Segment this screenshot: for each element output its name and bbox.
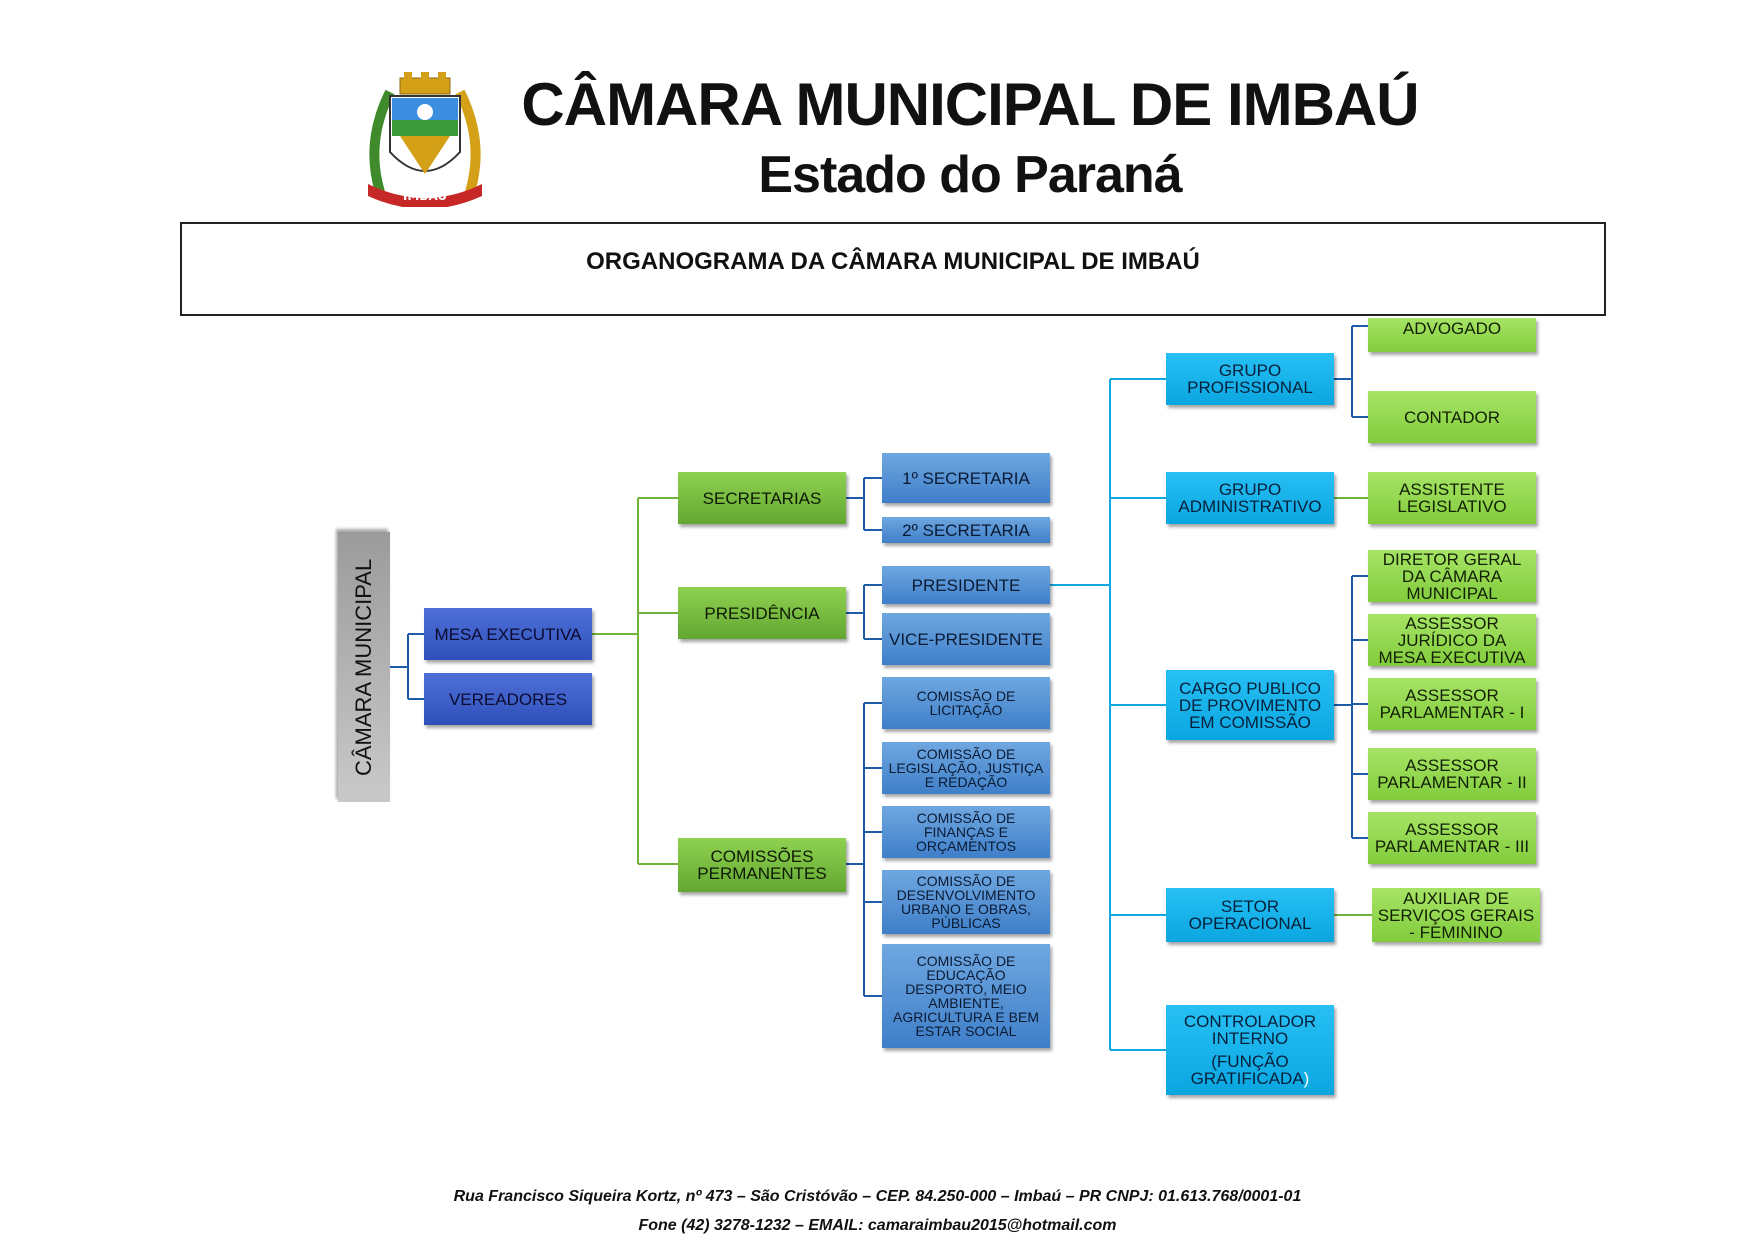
node-assessor-juridico: ASSESSOR JURÍDICO DA MESA EXECUTIVA (1368, 614, 1536, 666)
page-subtitle: Estado do Paraná (758, 146, 1182, 204)
node-comissao-licitacao: COMISSÃO DE LICITAÇÃO (882, 677, 1050, 729)
node-vice-presidente: VICE-PRESIDENTE (882, 613, 1050, 665)
node-assessor-parlamentar-2: ASSESSOR PARLAMENTAR - II (1368, 748, 1536, 800)
node-contador: CONTADOR (1368, 391, 1536, 443)
controlador-paren: ) (1303, 1069, 1310, 1088)
node-2-secretaria: 2º SECRETARIA (882, 517, 1050, 543)
node-setor-operacional: SETOR OPERACIONAL (1166, 888, 1334, 942)
node-grupo-profissional: GRUPO PROFISSIONAL (1166, 353, 1334, 405)
node-grupo-administrativo: GRUPO ADMINISTRATIVO (1166, 472, 1334, 524)
node-mesa-executiva: MESA EXECUTIVA (424, 608, 592, 660)
node-assistente-legislativo: ASSISTENTE LEGISLATIVO (1368, 472, 1536, 524)
node-comissao-legislacao: COMISSÃO DE LEGISLAÇÃO, JUSTIÇA E REDAÇÃO (882, 742, 1050, 794)
connector-comissoes (846, 703, 882, 996)
node-camara-municipal: CÂMARA MUNICIPAL (338, 532, 390, 802)
node-presidencia: PRESIDÊNCIA (678, 587, 846, 639)
node-assessor-parlamentar-1: ASSESSOR PARLAMENTAR - I (1368, 678, 1536, 730)
page-title: CÂMARA MUNICIPAL DE IMBAÚ (521, 71, 1419, 138)
connector-secretarias (846, 478, 882, 530)
connector-mesa (592, 498, 678, 864)
connector-camara (390, 634, 424, 699)
footer-address: Rua Francisco Siqueira Kortz, nº 473 – São Cristóvão – CEP. 84.250-000 – Imbaú – PR CNPJ: 01.613.768/0001-01 (453, 1188, 1302, 1205)
connector-grupo-profissional (1334, 326, 1368, 417)
controlador-funcao-text: (FUNÇÃO GRATIFICADA (1190, 1052, 1304, 1088)
node-diretor-geral: DIRETOR GERAL DA CÂMARA MUNICIPAL (1368, 550, 1536, 602)
chart-title: ORGANOGRAMA DA CÂMARA MUNICIPAL DE IMBAÚ (586, 248, 1200, 275)
connector-cargo (1334, 576, 1368, 838)
footer-contact: Fone (42) 3278-1232 – EMAIL: camaraimbau2015@hotmail.com (638, 1217, 1117, 1234)
node-secretarias: SECRETARIAS (678, 472, 846, 524)
node-comissao-educacao: COMISSÃO DE EDUCAÇÃO DESPORTO, MEIO AMBIENTE, AGRICULTURA E BEM ESTAR SOCIAL (882, 944, 1050, 1048)
node-controlador-interno (1166, 1005, 1334, 1095)
node-auxiliar-servicos: AUXILIAR DE SERVIÇOS GERAIS - FEMININO (1372, 888, 1540, 942)
node-comissao-desenvolvimento: COMISSÃO DE DESENVOLVIMENTO URBANO E OBRAS, PÚBLICAS (882, 870, 1050, 934)
connector-presidencia (846, 585, 882, 639)
node-advogado: ADVOGADO (1368, 318, 1536, 352)
node-cargo-publico: CARGO PUBLICO DE PROVIMENTO EM COMISSÃO (1166, 670, 1334, 740)
node-presidente: PRESIDENTE (882, 566, 1050, 604)
node-1-secretaria: 1º SECRETARIA (882, 453, 1050, 503)
connector-presidente (1050, 379, 1166, 1050)
node-assessor-parlamentar-3: ASSESSOR PARLAMENTAR - III (1368, 812, 1536, 864)
node-vereadores: VEREADORES (424, 673, 592, 725)
node-comissao-financas: COMISSÃO DE FINANÇAS E ORÇAMENTOS (882, 806, 1050, 858)
node-comissoes-permanentes: COMISSÕES PERMANENTES (678, 838, 846, 892)
controlador-funcao (1170, 1053, 1330, 1087)
svg-text:IMBAÚ: IMBAÚ (402, 189, 448, 203)
controlador-label: CONTROLADOR INTERNO (1183, 1012, 1317, 1048)
